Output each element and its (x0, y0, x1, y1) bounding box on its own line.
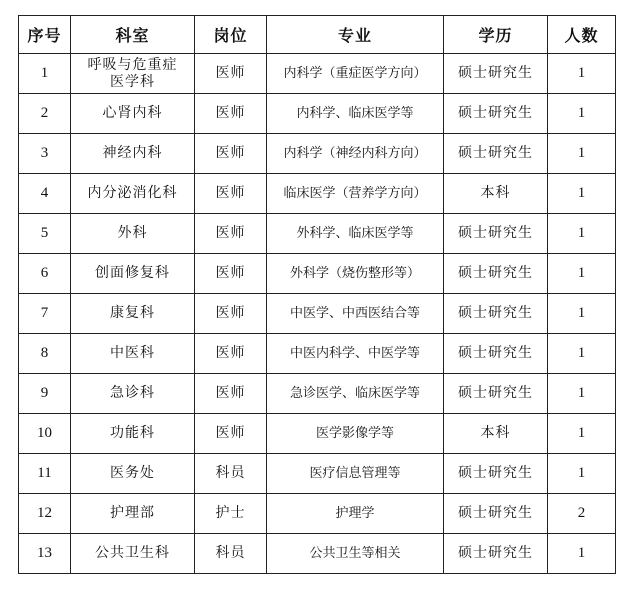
cell-department: 康复科 (71, 294, 195, 334)
cell-index: 10 (19, 414, 71, 454)
cell-index: 5 (19, 214, 71, 254)
cell-department: 心肾内科 (71, 94, 195, 134)
cell-department: 中医科 (71, 334, 195, 374)
cell-index: 11 (19, 454, 71, 494)
cell-position: 科员 (195, 534, 267, 574)
header-education: 学历 (444, 16, 548, 54)
cell-major: 公共卫生等相关 (267, 534, 444, 574)
table-row (19, 494, 616, 534)
cell-index: 8 (19, 334, 71, 374)
recruitment-table-container (18, 15, 616, 574)
cell-position: 医师 (195, 294, 267, 334)
cell-index: 12 (19, 494, 71, 534)
cell-major: 内科学（神经内科方向） (267, 134, 444, 174)
cell-department: 护理部 (71, 494, 195, 534)
cell-education: 硕士研究生 (444, 374, 548, 414)
cell-count: 1 (548, 174, 616, 214)
cell-position: 医师 (195, 414, 267, 454)
cell-education: 本科 (444, 174, 548, 214)
cell-education: 硕士研究生 (444, 254, 548, 294)
cell-position: 医师 (195, 254, 267, 294)
cell-department: 创面修复科 (71, 254, 195, 294)
cell-index: 7 (19, 294, 71, 334)
table-row (19, 174, 616, 214)
table-row (19, 334, 616, 374)
cell-education: 硕士研究生 (444, 454, 548, 494)
cell-index: 3 (19, 134, 71, 174)
cell-education: 硕士研究生 (444, 94, 548, 134)
cell-count: 1 (548, 214, 616, 254)
cell-department: 医务处 (71, 454, 195, 494)
cell-position: 医师 (195, 374, 267, 414)
cell-education: 硕士研究生 (444, 294, 548, 334)
cell-count: 1 (548, 294, 616, 334)
cell-position: 医师 (195, 334, 267, 374)
cell-position: 护士 (195, 494, 267, 534)
cell-count: 1 (548, 94, 616, 134)
cell-position: 科员 (195, 454, 267, 494)
cell-department: 急诊科 (71, 374, 195, 414)
header-major: 专业 (267, 16, 444, 54)
cell-education: 本科 (444, 414, 548, 454)
header-department: 科室 (71, 16, 195, 54)
cell-count: 1 (548, 254, 616, 294)
cell-count: 1 (548, 134, 616, 174)
cell-index: 9 (19, 374, 71, 414)
cell-count: 1 (548, 54, 616, 94)
cell-major: 中医学、中西医结合等 (267, 294, 444, 334)
cell-index: 1 (19, 54, 71, 94)
cell-department: 神经内科 (71, 134, 195, 174)
cell-index: 2 (19, 94, 71, 134)
cell-department: 呼吸与危重症医学科 (71, 54, 195, 94)
table-row (19, 454, 616, 494)
cell-count: 1 (548, 374, 616, 414)
cell-department: 功能科 (71, 414, 195, 454)
cell-education: 硕士研究生 (444, 214, 548, 254)
table-header-row (19, 16, 616, 54)
cell-position: 医师 (195, 94, 267, 134)
cell-index: 13 (19, 534, 71, 574)
cell-education: 硕士研究生 (444, 54, 548, 94)
table-row (19, 294, 616, 334)
table-row (19, 54, 616, 94)
cell-position: 医师 (195, 134, 267, 174)
header-position: 岗位 (195, 16, 267, 54)
cell-department: 公共卫生科 (71, 534, 195, 574)
cell-index: 4 (19, 174, 71, 214)
cell-position: 医师 (195, 174, 267, 214)
cell-major: 内科学（重症医学方向） (267, 54, 444, 94)
cell-education: 硕士研究生 (444, 534, 548, 574)
cell-position: 医师 (195, 214, 267, 254)
cell-education: 硕士研究生 (444, 334, 548, 374)
table-row (19, 414, 616, 454)
header-count: 人数 (548, 16, 616, 54)
cell-education: 硕士研究生 (444, 134, 548, 174)
header-index: 序号 (19, 16, 71, 54)
cell-major: 内科学、临床医学等 (267, 94, 444, 134)
cell-major: 中医内科学、中医学等 (267, 334, 444, 374)
cell-major: 医疗信息管理等 (267, 454, 444, 494)
table-row (19, 254, 616, 294)
cell-count: 1 (548, 414, 616, 454)
table-row (19, 94, 616, 134)
cell-index: 6 (19, 254, 71, 294)
table-row (19, 214, 616, 254)
table-row (19, 374, 616, 414)
cell-major: 急诊医学、临床医学等 (267, 374, 444, 414)
cell-count: 1 (548, 334, 616, 374)
cell-department: 外科 (71, 214, 195, 254)
table-row (19, 134, 616, 174)
cell-count: 1 (548, 534, 616, 574)
table-row (19, 534, 616, 574)
cell-major: 外科学、临床医学等 (267, 214, 444, 254)
cell-major: 护理学 (267, 494, 444, 534)
cell-major: 临床医学（营养学方向） (267, 174, 444, 214)
cell-position: 医师 (195, 54, 267, 94)
cell-count: 2 (548, 494, 616, 534)
recruitment-table (18, 15, 616, 574)
cell-major: 医学影像学等 (267, 414, 444, 454)
cell-education: 硕士研究生 (444, 494, 548, 534)
cell-major: 外科学（烧伤整形等） (267, 254, 444, 294)
cell-count: 1 (548, 454, 616, 494)
cell-department: 内分泌消化科 (71, 174, 195, 214)
